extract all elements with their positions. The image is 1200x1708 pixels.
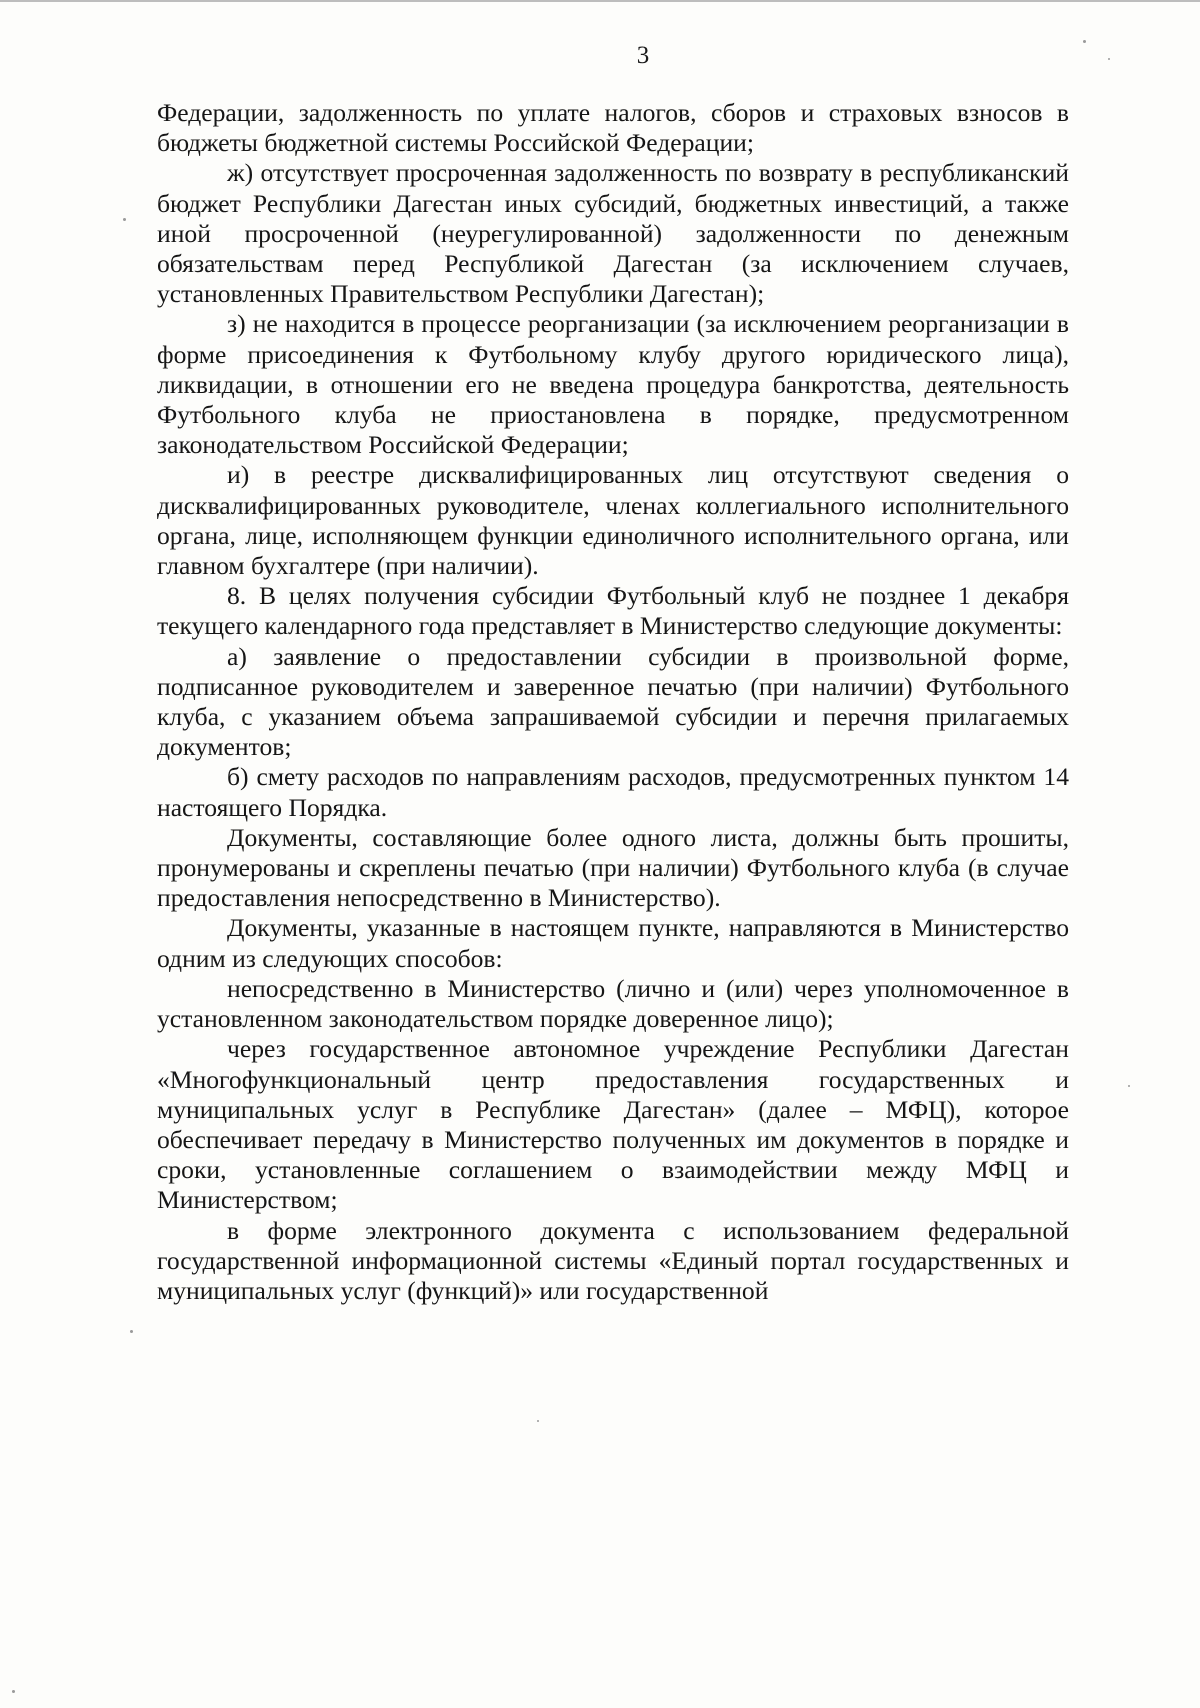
scan-speck xyxy=(1083,40,1086,43)
paragraph-method-mfc: через государственное автономное учреждение Республики Дагестан «Многофункциональный центр предоставления государственных и муниципальных услуг в Республике Дагестан» (далее – МФЦ), которое обеспечивает передачу в Министерство полученных им документов в порядке и сроки, установленные соглашением о взаимодействии между МФЦ и Министерством; xyxy=(157,1034,1069,1215)
paragraph-method-direct: непосредственно в Министерство (лично и (или) через уполномоченное в установленном законодательством порядке доверенное лицо); xyxy=(157,973,1069,1034)
paragraph-item-z: з) не находится в процессе реорганизации (за исключением реорганизации в форме присоединения к Футбольному клубу другого юридического лица), ликвидации, в отношении его не введена процедура банкротства, деятельность Футбольного клуба не приостановлена в порядке, предусмотренном законодательством Российской Федерации; xyxy=(157,309,1069,460)
scan-speck xyxy=(123,218,126,221)
paragraph-item-zh: ж) отсутствует просроченная задолженность по возврату в республиканский бюджет Республики Дагестан иных субсидий, бюджетных инвестиций, а также иной просроченной (неурегулированной) задолженности по денежным обязательствам перед Республикой Дагестан (за исключением случаев, установленных Правительством Республики Дагестан); xyxy=(157,158,1069,309)
scan-top-edge xyxy=(0,0,1200,2)
paragraph-documents-binding: Документы, составляющие более одного листа, должны быть прошиты, пронумерованы и скреплены печатью (при наличии) Футбольного клуба (в случае предоставления непосредственно в Министерство). xyxy=(157,822,1069,913)
paragraph-item-b: б) смету расходов по направлениям расходов, предусмотренных пунктом 14 настоящего Порядка. xyxy=(157,762,1069,822)
paragraph-method-electronic: в форме электронного документа с использованием федеральной государственной информационной системы «Единый портал государственных и муниципальных услуг (функций)» или государственной xyxy=(157,1215,1069,1305)
paragraph-continuation: Федерации, задолженность по уплате налогов, сборов и страховых взносов в бюджеты бюджетной системы Российской Федерации; xyxy=(157,98,1069,158)
paragraph-submission-methods: Документы, указанные в настоящем пункте, направляются в Министерство одним из следующих способов: xyxy=(157,913,1069,973)
scan-speck xyxy=(1128,1085,1130,1087)
scan-speck xyxy=(130,1330,133,1333)
paragraph-clause-8: 8. В целях получения субсидии Футбольный клуб не позднее 1 декабря текущего календарного года представляет в Министерство следующие документы: xyxy=(157,581,1069,641)
paragraph-item-i: и) в реестре дисквалифицированных лиц отсутствуют сведения о дисквалифицированных руководителе, членах коллегиального исполнительного органа, лице, исполняющем функции единоличного исполнительного органа, или главном бухгалтере (при наличии). xyxy=(157,460,1069,581)
document-body xyxy=(157,98,1069,1306)
page-number: 3 xyxy=(636,42,650,69)
scan-speck xyxy=(12,1690,15,1693)
scan-speck xyxy=(537,1420,539,1422)
paragraph-item-a: а) заявление о предоставлении субсидии в произвольной форме, подписанное руководителем и заверенное печатью (при наличии) Футбольного клуба, с указанием объема запрашиваемой субсидии и перечня прилагаемых документов; xyxy=(157,641,1069,762)
scan-speck xyxy=(1108,58,1110,60)
